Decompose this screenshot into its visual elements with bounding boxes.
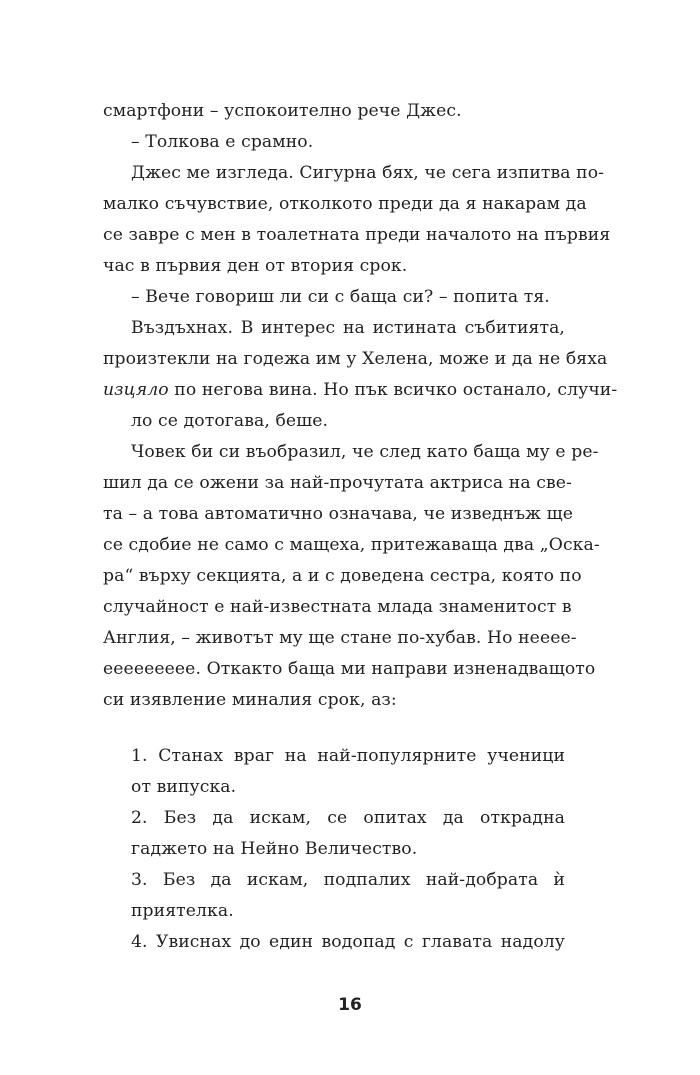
text-line: малко съчувствие, отколкото преди да я накарам да — [103, 194, 587, 214]
list-item: 1. Станах враг на най-популярните ученици — [131, 746, 565, 766]
text-line: Англия, – животът му ще стане по-хубав. Но нееее- — [103, 628, 577, 648]
list-item: 3. Без да искам, подпалих най-добрата ѝ — [131, 870, 565, 890]
text-line: Въздъхнах. В интерес на истината събитията, — [131, 318, 565, 338]
text-line: си изявление миналия срок, аз: — [103, 690, 397, 710]
text-line-rest: по негова вина. Но пък всичко останало, случи- — [168, 380, 618, 400]
text-line: – Вече говориш ли си с баща си? – попита тя. — [131, 287, 550, 307]
text-line: час в първия ден от втория срок. — [103, 256, 408, 276]
text-line: се сдобие не само с мащеха, притежаваща два „Оска- — [103, 535, 600, 555]
list-item-continuation: гаджето на Нейно Величество. — [131, 839, 418, 859]
list-item: 4. Увиснах до един водопад с главата надолу — [131, 932, 565, 952]
text-line: шил да се ожени за най-прочутата актриса на све- — [103, 473, 572, 493]
page-number: 16 — [338, 995, 362, 1015]
text-line: Джес ме изгледа. Сигурна бях, че сега изпитва по- — [131, 163, 605, 183]
text-line: ло се дотогава, беше. — [131, 411, 329, 431]
list-item: 2. Без да искам, се опитах да открадна — [131, 808, 565, 828]
text-line: ра“ върху секцията, а и с доведена сестра, която по — [103, 566, 582, 586]
text-line: – Толкова е срамно. — [131, 132, 314, 152]
text-line: случайност е най-известната млада знаменитост в — [103, 597, 572, 617]
list-item-continuation: приятелка. — [131, 901, 234, 921]
text-line: та – а това автоматично означава, че изведнъж ще — [103, 504, 573, 524]
italic-word: изцяло — [103, 380, 169, 400]
text-line: Човек би си въобразил, че след като баща му е ре- — [131, 442, 599, 462]
text-line — [103, 380, 617, 400]
text-line: произтекли на годежа им у Хелена, може и да не бяха — [103, 349, 608, 369]
list-item-continuation: от випуска. — [131, 777, 237, 797]
text-line: еееееееее. Откакто баща ми направи изненадващото — [103, 659, 596, 679]
text-line: смартфони – успокоително рече Джес. — [103, 101, 462, 121]
text-line: се завре с мен в тоалетната преди началото на първия — [103, 225, 611, 245]
